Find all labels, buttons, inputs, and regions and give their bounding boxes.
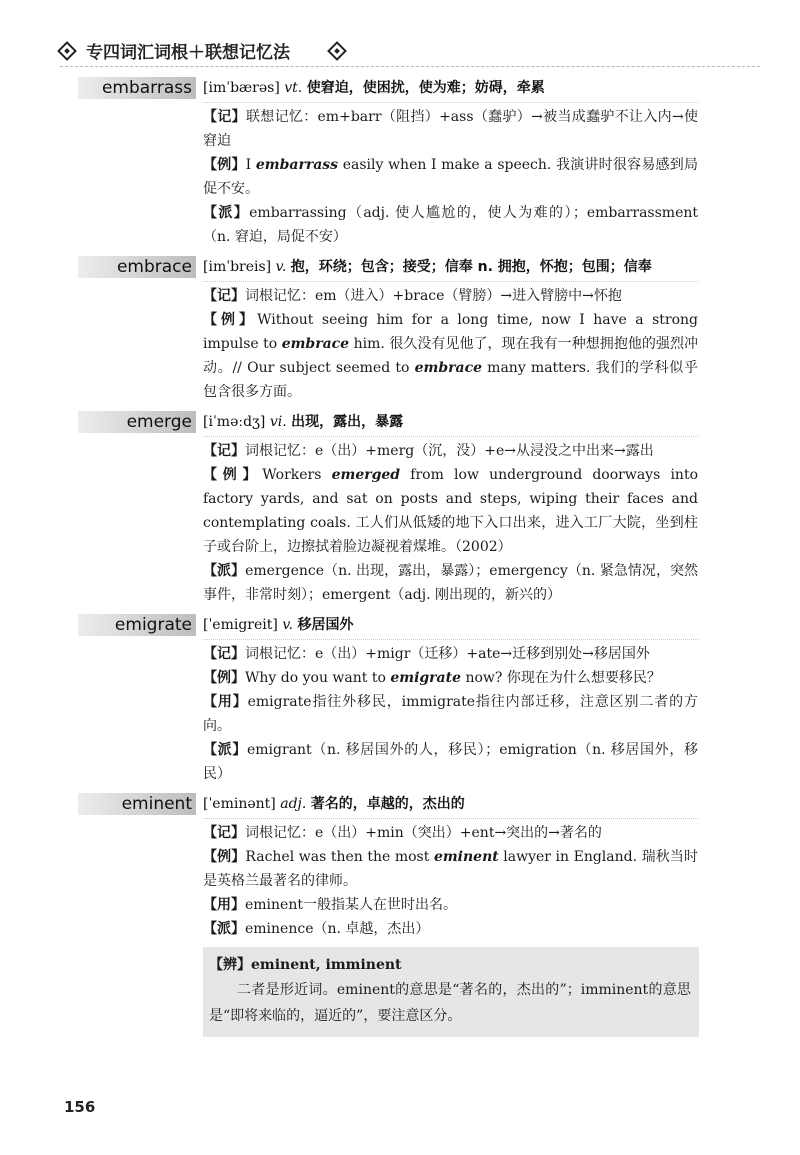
example-text: Without seeing him for a long time, now I have a strong impulse to — [203, 312, 699, 352]
memory-line — [203, 284, 698, 308]
derived-text: eminence（n. 卓越，杰出） — [245, 921, 430, 937]
derived-text: embarrassing（adj. 使人尴尬的，使人为难的）；embarrassment（n. 窘迫，局促不安） — [203, 205, 698, 245]
entry-emerge — [78, 410, 698, 607]
definition: 出现，露出，暴露 — [291, 414, 404, 430]
derived-line — [203, 738, 698, 786]
example-line — [203, 463, 698, 559]
example-text: from low underground doorways into factory yards, and sat on posts and steps, wiping their faces and contemplating coals. 工人们从低矮的地下入口出来，进入工厂大院，坐到柱子或台阶上，边擦拭着脸边凝视着煤堆。（2002） — [203, 467, 699, 555]
derived-tag: 【派】 — [203, 921, 245, 937]
derived-line — [203, 917, 698, 941]
part-of-speech: adj. — [280, 796, 307, 812]
header-title: 专四词汇词根＋联想记忆法 — [86, 43, 290, 63]
derived-text: emergence（n. 出现，露出，暴露）；emergency（n. 紧急情况，突然事件，非常时刻）；emergent（adj. 刚出现的，新兴的） — [203, 563, 699, 603]
note-text: 二者是形近词。eminent的意思是“著名的，杰出的”；imminent的意思是“即将来临的，逼近的”，要注意区分。 — [209, 982, 691, 1024]
usage-tag: 【用】 — [203, 897, 245, 913]
example-line — [203, 153, 698, 201]
usage-text: eminent一般指某人在世时出名。 — [245, 897, 457, 913]
entry-eminent — [78, 792, 698, 941]
example-keyword: eminent — [433, 849, 499, 865]
definition: 抱，环绕；包含；接受；信奉 n. 拥抱，怀抱；包围；信奉 — [290, 259, 652, 275]
headword-line — [203, 613, 698, 640]
phonetic: [imˈbreis] — [203, 259, 272, 275]
page-header — [60, 36, 760, 67]
example-tag: 【例】 — [203, 467, 263, 483]
memory-line — [203, 439, 698, 463]
part-of-speech: vt. — [284, 80, 303, 96]
part-of-speech: v. — [275, 259, 287, 275]
headword: eminent — [78, 793, 196, 815]
example-keyword: embrace — [414, 360, 482, 376]
example-tag: 【例】 — [203, 157, 246, 173]
derived-text: emigrant（n. 移居国外的人，移民）；emigration（n. 移居国外，移民） — [203, 742, 699, 782]
entry-embrace — [78, 255, 698, 404]
example-text: him. 很久没有见他了，现在我有一种想拥抱他的强烈冲动。// Our subject seemed to — [203, 336, 698, 376]
note-keywords: eminent, imminent — [251, 957, 402, 973]
example-text: I — [245, 157, 256, 173]
headword-line — [203, 410, 698, 437]
usage-line — [203, 893, 698, 917]
headword: embarrass — [78, 77, 196, 99]
headword-line — [203, 76, 698, 103]
headword-line — [203, 255, 698, 282]
usage-line — [203, 690, 698, 738]
memory-text: 联想记忆：em+barr（阻挡）+ass（蠢驴）→被当成蠢驴不让入内→使窘迫 — [203, 109, 699, 149]
example-line — [203, 666, 698, 690]
example-keyword: emigrate — [390, 670, 461, 686]
memory-text: 词根记忆：e（出）+migr（迁移）+ate→迁移到别处→移居国外 — [245, 646, 650, 662]
definition: 著名的，卓越的，杰出的 — [310, 796, 465, 812]
memory-tag: 【记】 — [203, 825, 245, 841]
entry-emigrate — [78, 613, 698, 786]
definition: 移居国外 — [297, 617, 354, 633]
memory-tag: 【记】 — [203, 443, 245, 459]
example-tag: 【例】 — [203, 670, 245, 686]
example-keyword: emerged — [331, 467, 401, 483]
memory-tag: 【记】 — [203, 646, 245, 662]
headword: emigrate — [78, 614, 196, 636]
diamond-ornament-icon — [57, 41, 77, 61]
memory-tag: 【记】 — [203, 288, 245, 304]
example-text: lawyer in England. 瑞秋当时是英格兰最著名的律师。 — [203, 849, 698, 889]
derived-line — [203, 559, 698, 607]
derived-line — [203, 201, 698, 249]
example-keyword: embrace — [281, 336, 350, 352]
example-text: Why do you want to — [245, 670, 391, 686]
part-of-speech: vi. — [269, 414, 287, 430]
example-tag: 【例】 — [203, 849, 246, 865]
page-number: 156 — [64, 1098, 96, 1116]
example-line — [203, 308, 698, 404]
derived-tag: 【派】 — [203, 205, 250, 221]
example-text: Workers — [262, 467, 332, 483]
headword: embrace — [78, 256, 196, 278]
usage-text: emigrate指往外移民，immigrate指往内部迁移，注意区别二者的方向。 — [203, 694, 699, 734]
phonetic: [iˈməːdʒ] — [203, 414, 266, 430]
memory-text: 词根记忆：e（出）+merg（沉，没）+e→从浸没之中出来→露出 — [245, 443, 654, 459]
memory-line — [203, 105, 698, 153]
note-tag: 【辨】 — [209, 957, 251, 973]
memory-text: 词根记忆：em（进入）+brace（臂膀）→进入臂膀中→怀抱 — [245, 288, 622, 304]
phonetic: [ˈemigreit] — [203, 617, 278, 633]
definition: 使窘迫，使困扰，使为难；妨碍，牵累 — [306, 80, 545, 96]
usage-tag: 【用】 — [203, 694, 248, 710]
entry-embarrass — [78, 76, 698, 249]
distinction-note-box — [203, 947, 699, 1037]
example-keyword: embarrass — [255, 157, 339, 173]
headword-line — [203, 792, 698, 819]
derived-tag: 【派】 — [203, 563, 246, 579]
memory-line — [203, 821, 698, 845]
memory-text: 词根记忆：e（出）+min（突出）+ent→突出的→著名的 — [245, 825, 602, 841]
phonetic: [ˈeminənt] — [203, 796, 276, 812]
part-of-speech: v. — [282, 617, 294, 633]
example-line — [203, 845, 698, 893]
memory-tag: 【记】 — [203, 109, 246, 125]
example-text: many matters. 我们的学科似乎包含很多方面。 — [203, 360, 698, 400]
example-text: Rachel was then the most — [245, 849, 434, 865]
diamond-ornament-icon — [327, 41, 347, 61]
phonetic: [imˈbærəs] — [203, 80, 280, 96]
headword: emerge — [78, 411, 196, 433]
note-title — [209, 953, 691, 977]
derived-tag: 【派】 — [203, 742, 247, 758]
memory-line — [203, 642, 698, 666]
example-tag: 【例】 — [203, 312, 258, 328]
example-text: now? 你现在为什么想要移民？ — [461, 670, 661, 686]
entries-list — [78, 76, 698, 1037]
example-text: easily when I make a speech. 我演讲时很容易感到局促不安。 — [203, 157, 698, 197]
